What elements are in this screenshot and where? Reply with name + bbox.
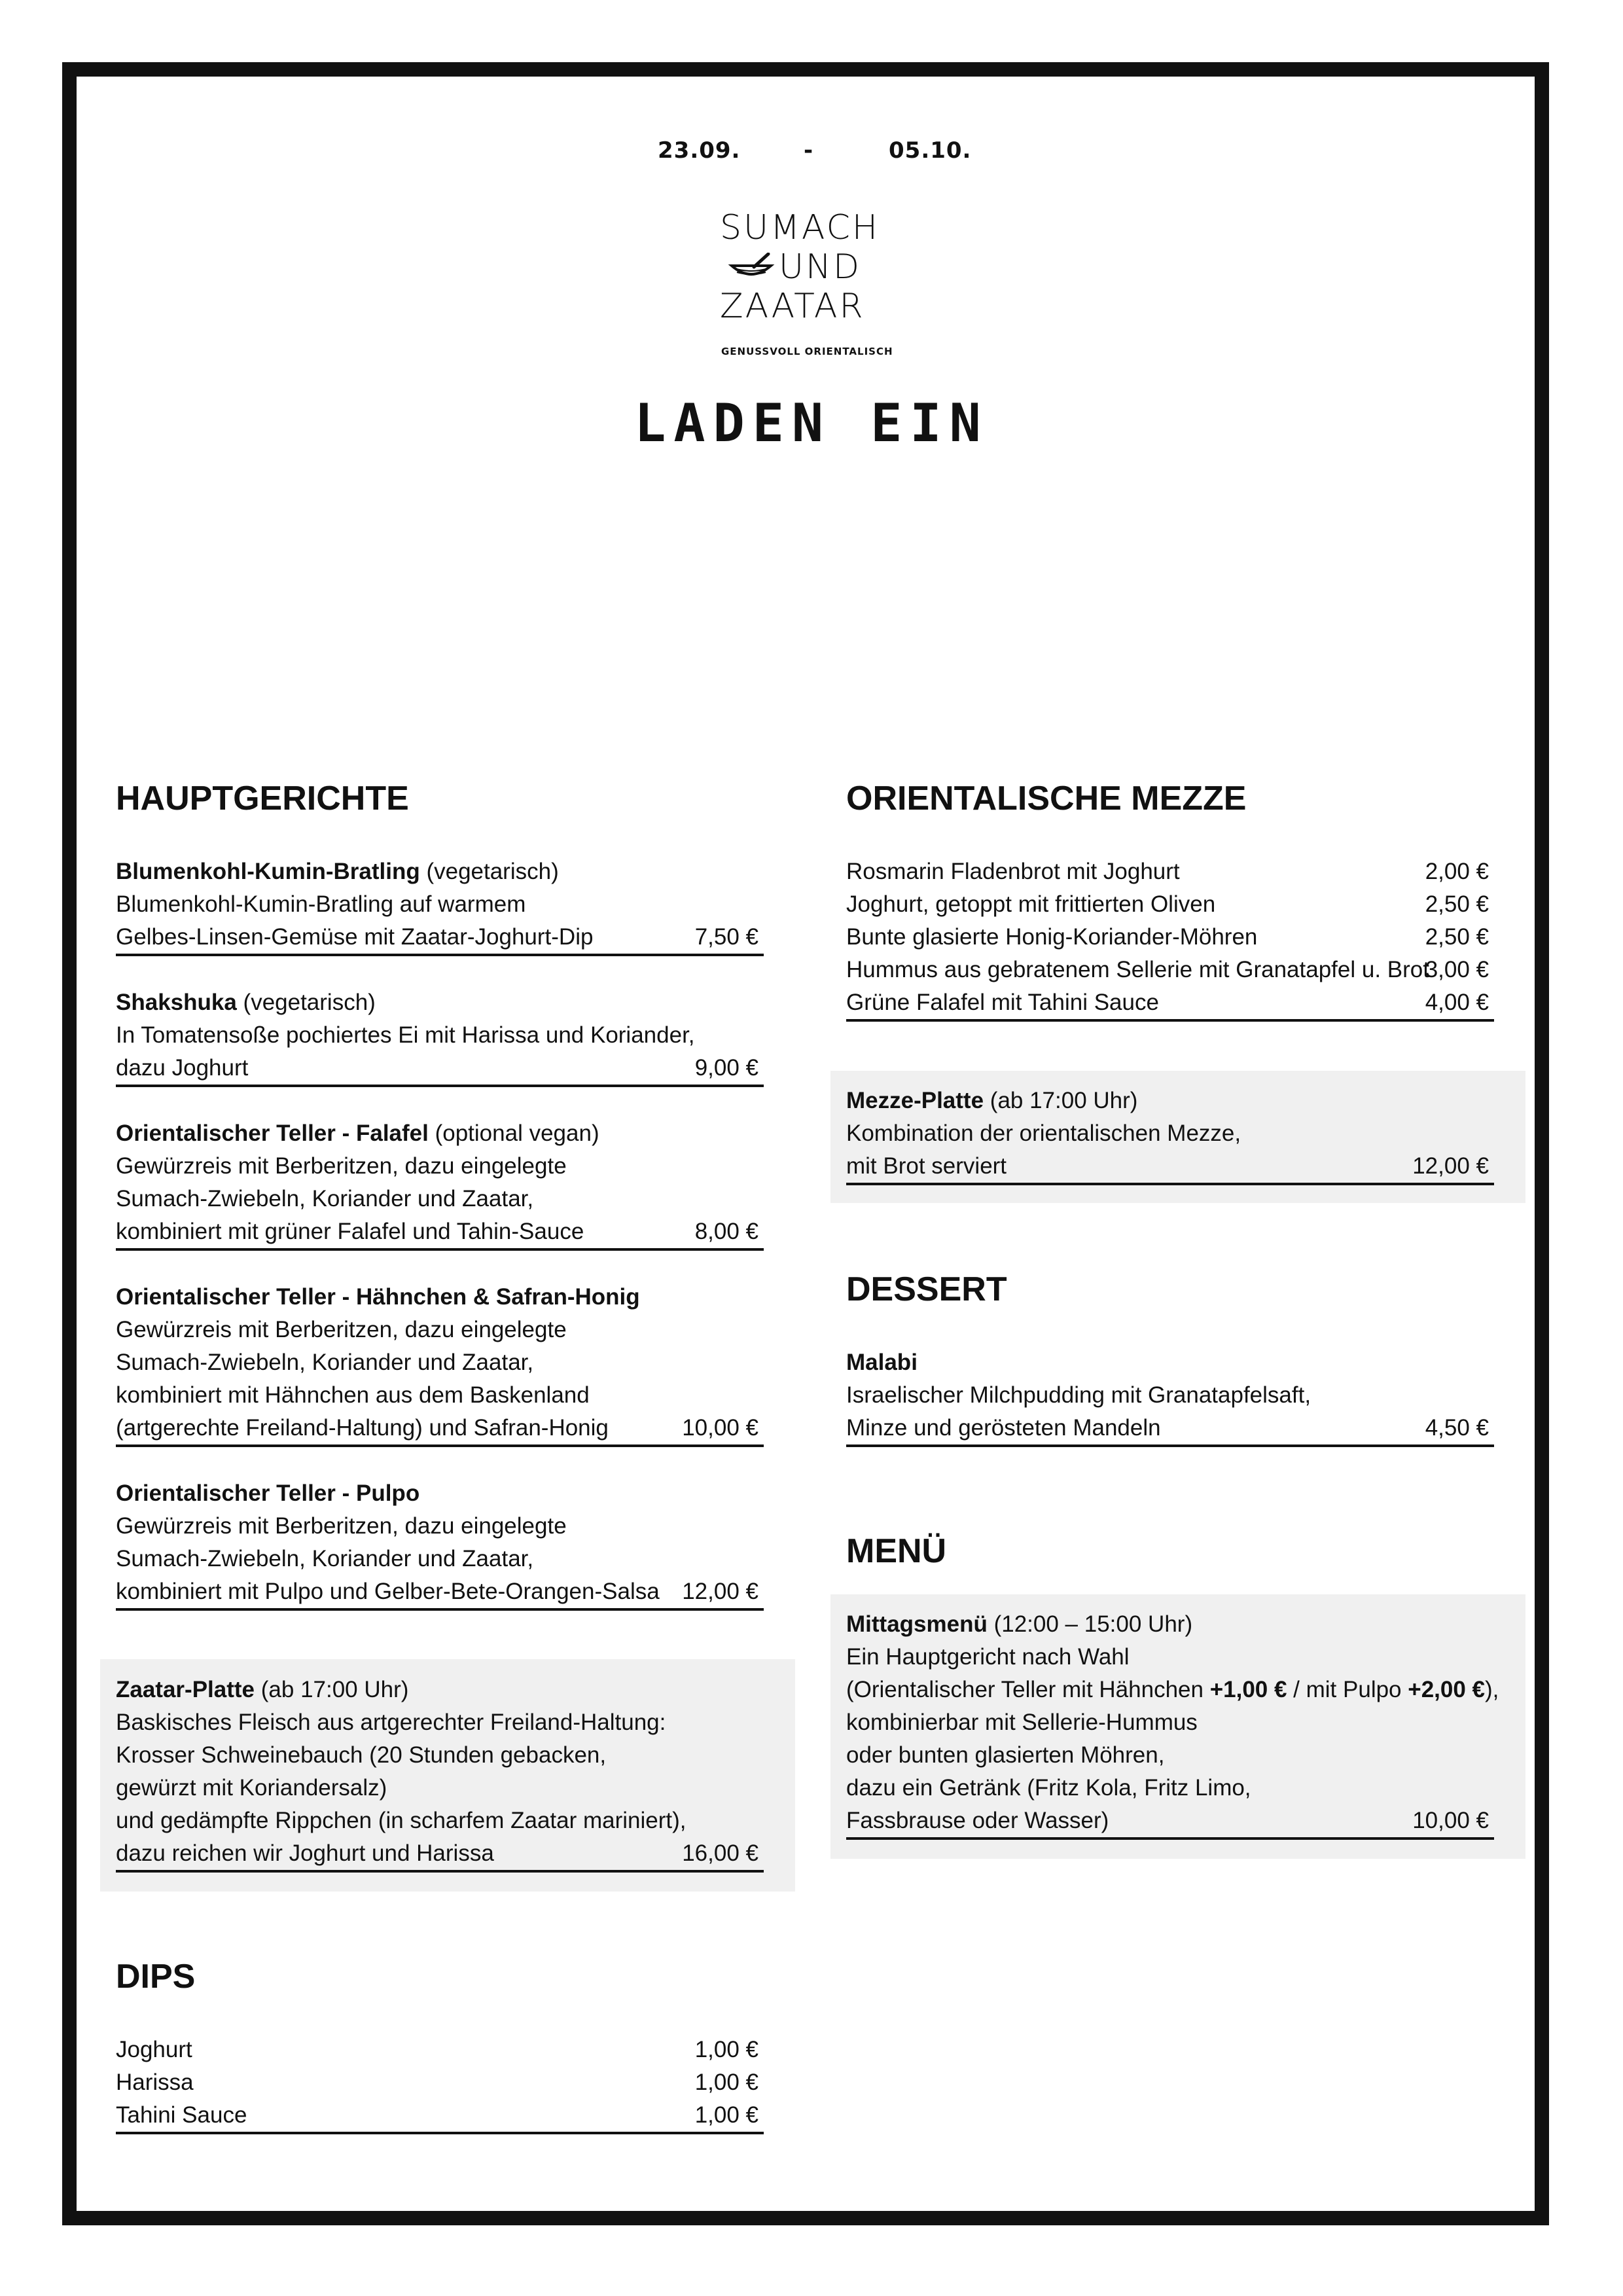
date-to: 05.10. — [889, 137, 972, 164]
mezze-list — [846, 855, 1494, 1022]
item-note: (ab 17:00 Uhr) — [255, 1677, 409, 1702]
list-item: Joghurt, getoppt mit frittierten Oliven 2,50 € — [846, 888, 1494, 921]
menu-item — [116, 1281, 764, 1447]
date-from: 23.09. — [658, 137, 741, 164]
item-description: In Tomatensoße pochiertes Ei mit Harissa und Koriander, — [116, 1022, 695, 1048]
item-description: und gedämpfte Rippchen (in scharfem Zaatar mariniert), — [116, 1808, 687, 1833]
item-description: Israelischer Milchpudding mit Granatapfelsaft, — [846, 1382, 1311, 1408]
item-name: Orientalischer Teller - Hähnchen & Safran-Honig — [116, 1284, 640, 1310]
item-price: 3,00 € — [1425, 957, 1489, 982]
item-description: Kombination der orientalischen Mezze, — [846, 1121, 1241, 1146]
section-title-dessert: DESSERT — [846, 1270, 1007, 1308]
item-description: gewürzt mit Koriandersalz) — [116, 1775, 387, 1801]
item-price: 2,00 € — [1425, 859, 1489, 884]
item-name: Malabi — [846, 1350, 918, 1375]
section-title-hauptgerichte: HAUPTGERICHTE — [116, 780, 409, 817]
item-description: dazu ein Getränk (Fritz Kola, Fritz Limo, — [846, 1775, 1251, 1801]
item-description: Krosser Schweinebauch (20 Stunden gebacken, — [116, 1742, 607, 1768]
menu-item — [116, 1477, 764, 1611]
item-description: kombiniert mit grüner Falafel und Tahin-Sauce — [116, 1219, 584, 1244]
item-name: Blumenkohl-Kumin-Bratling — [116, 859, 420, 884]
section-title-mezze: ORIENTALISCHE MEZZE — [846, 780, 1247, 817]
item-description: Gelbes-Linsen-Gemüse mit Zaatar-Joghurt-Dip — [116, 924, 594, 950]
list-item: Rosmarin Fladenbrot mit Joghurt 2,00 € — [846, 855, 1494, 888]
item-description: oder bunten glasierten Möhren, — [846, 1742, 1165, 1768]
item-description: (Orientalischer Teller mit Hähnchen +1,00 € / mit Pulpo +2,00 €), — [846, 1677, 1499, 1702]
dips-list — [116, 2034, 764, 2134]
item-note: (optional vegan) — [428, 1121, 599, 1146]
item-price: 10,00 € — [1412, 1808, 1489, 1833]
item-price: 4,50 € — [1425, 1415, 1489, 1441]
item-note: (vegetarisch) — [236, 990, 376, 1015]
item-description: Fassbrause oder Wasser) — [846, 1808, 1109, 1833]
logo — [720, 208, 903, 326]
item-description: kombiniert mit Pulpo und Gelber-Bete-Orangen-Salsa — [116, 1579, 660, 1604]
item-description: Sumach-Zwiebeln, Koriander und Zaatar, — [116, 1186, 534, 1211]
surcharge-chicken: +1,00 € — [1209, 1677, 1287, 1702]
list-item: Harissa 1,00 € — [116, 2066, 764, 2099]
item-description: (artgerechte Freiland-Haltung) und Safran-Honig — [116, 1415, 609, 1441]
item-description: Sumach-Zwiebeln, Koriander und Zaatar, — [116, 1350, 534, 1375]
item-price: 16,00 € — [682, 1840, 758, 1866]
item-name: Mittagsmenü — [846, 1611, 988, 1637]
menu-item — [116, 1117, 764, 1251]
surcharge-pulpo: +2,00 € — [1408, 1677, 1485, 1702]
item-description: dazu reichen wir Joghurt und Harissa — [116, 1840, 494, 1866]
item-name: Shakshuka — [116, 990, 237, 1015]
item-description: kombiniert mit Hähnchen aus dem Baskenland — [116, 1382, 590, 1408]
item-price: 12,00 € — [1412, 1153, 1489, 1179]
menu-item — [846, 1346, 1494, 1447]
list-item: Grüne Falafel mit Tahini Sauce 4,00 € — [846, 986, 1494, 1022]
item-description: Minze und gerösteten Mandeln — [846, 1415, 1161, 1441]
menu-item — [116, 986, 764, 1087]
bowl-icon — [728, 253, 775, 284]
logo-tagline: GENUSSVOLL ORIENTALISCH — [721, 346, 893, 357]
item-description: Blumenkohl-Kumin-Bratling auf warmem — [116, 891, 526, 917]
section-title-dips: DIPS — [116, 1958, 196, 1996]
item-note: (ab 17:00 Uhr) — [984, 1088, 1138, 1113]
item-name: Mezze-Platte — [846, 1088, 984, 1113]
menu-item-mittagsmenu — [846, 1608, 1499, 1840]
menu-item-platte — [116, 1674, 764, 1873]
item-price: 12,00 € — [682, 1579, 758, 1604]
item-price: 1,00 € — [694, 2037, 758, 2062]
logo-line-1: SUMACH — [720, 208, 880, 247]
item-description: Gewürzreis mit Berberitzen, dazu eingelegte — [116, 1317, 567, 1342]
item-note: (12:00 – 15:00 Uhr) — [987, 1611, 1193, 1637]
item-name: Orientalischer Teller - Pulpo — [116, 1480, 420, 1506]
item-name: Zaatar-Platte — [116, 1677, 255, 1702]
date-separator: - — [804, 137, 814, 164]
item-note: (vegetarisch) — [419, 859, 559, 884]
item-name: Orientalischer Teller - Falafel — [116, 1121, 429, 1146]
date-range — [0, 137, 1623, 170]
item-description: Gewürzreis mit Berberitzen, dazu eingelegte — [116, 1513, 567, 1539]
list-item: Joghurt 1,00 € — [116, 2034, 764, 2066]
section-title-menu: MENÜ — [846, 1532, 947, 1570]
item-description: Ein Hauptgericht nach Wahl — [846, 1644, 1130, 1670]
item-price: 4,00 € — [1425, 990, 1489, 1015]
item-price: 8,00 € — [694, 1219, 758, 1244]
item-description: dazu Joghurt — [116, 1055, 249, 1081]
item-price: 1,00 € — [694, 2102, 758, 2128]
item-price: 2,50 € — [1425, 891, 1489, 917]
item-description: Gewürzreis mit Berberitzen, dazu eingelegte — [116, 1153, 567, 1179]
item-description: Baskisches Fleisch aus artgerechter Freiland-Haltung: — [116, 1710, 666, 1735]
item-description: Sumach-Zwiebeln, Koriander und Zaatar, — [116, 1546, 534, 1571]
item-description: kombinierbar mit Sellerie-Hummus — [846, 1710, 1198, 1735]
menu-item — [116, 855, 764, 956]
menu-item-platte — [846, 1085, 1494, 1185]
list-item: Hummus aus gebratenem Sellerie mit Granatapfel u. Brot 3,00 € — [846, 954, 1494, 986]
item-price: 9,00 € — [694, 1055, 758, 1081]
logo-line-2: UND — [720, 247, 903, 287]
item-description: mit Brot serviert — [846, 1153, 1007, 1179]
logo-line-3: ZAATAR — [720, 287, 865, 326]
item-price: 1,00 € — [694, 2070, 758, 2095]
list-item: Tahini Sauce 1,00 € — [116, 2099, 764, 2134]
item-price: 2,50 € — [1425, 924, 1489, 950]
item-price: 10,00 € — [682, 1415, 758, 1441]
list-item: Bunte glasierte Honig-Koriander-Möhren 2,50 € — [846, 921, 1494, 954]
page-title: LADEN EIN — [634, 393, 989, 454]
item-price: 7,50 € — [694, 924, 758, 950]
